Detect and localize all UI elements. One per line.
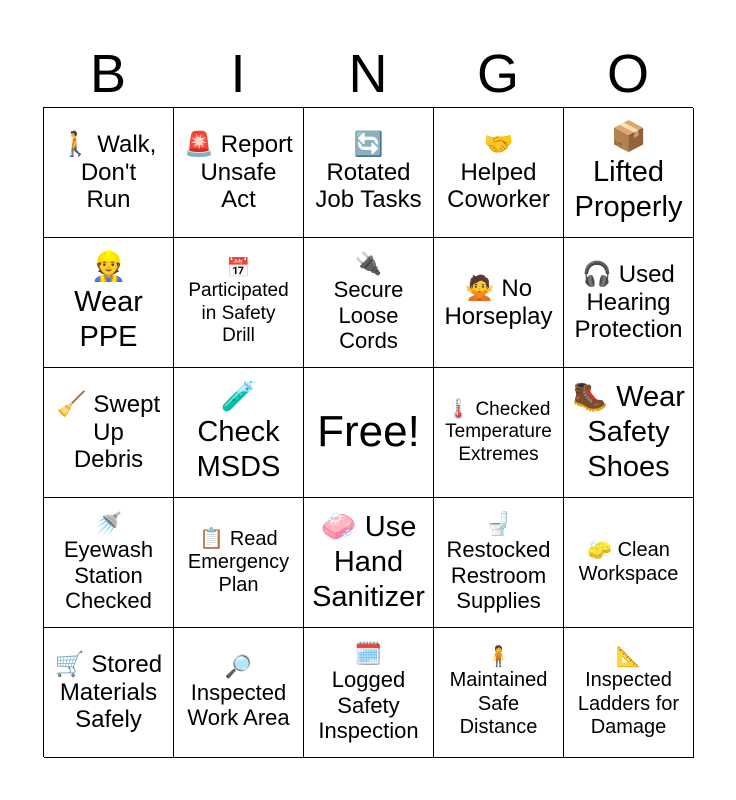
bingo-cell[interactable] — [304, 238, 434, 368]
bingo-cell[interactable] — [564, 108, 694, 238]
bingo-cell[interactable] — [434, 108, 564, 238]
bingo-cell[interactable] — [44, 498, 174, 628]
bingo-cell[interactable] — [564, 498, 694, 628]
header-letter-b: B — [89, 44, 127, 104]
bingo-cell-label: 🚿 Eyewash Station Checked — [63, 511, 154, 614]
bingo-cell-label: 🧹 Swept Up Debris — [56, 390, 161, 474]
bingo-cell[interactable] — [304, 108, 434, 238]
bingo-cell[interactable] — [434, 628, 564, 758]
bingo-cell-label: 🔎 Inspected Work Area — [187, 654, 290, 731]
bingo-cell-label: 🗓️ Logged Safety Inspection — [318, 641, 419, 744]
free-space-cell[interactable] — [304, 368, 434, 498]
bingo-cell[interactable] — [174, 108, 304, 238]
bingo-cell[interactable] — [434, 368, 564, 498]
bingo-cell-label: 📐 Inspected Ladders for Damage — [577, 646, 680, 738]
bingo-cell[interactable] — [564, 238, 694, 368]
bingo-header — [43, 40, 693, 108]
free-space-label: Free! — [317, 407, 420, 457]
bingo-cell[interactable] — [44, 108, 174, 238]
bingo-cell-label: 🙅 No Horseplay — [444, 274, 553, 330]
bingo-cell-label: 🧍 Maintained Safe Distance — [449, 646, 548, 738]
bingo-cell-label: 📋 Read Emergency Plan — [187, 527, 290, 597]
bingo-cell-label: 🛒 Stored Materials Safely — [54, 650, 163, 734]
bingo-cell[interactable] — [44, 238, 174, 368]
bingo-cell[interactable] — [174, 238, 304, 368]
bingo-cell[interactable] — [44, 628, 174, 758]
bingo-cell-label: 📦 Lifted Properly — [574, 121, 683, 223]
bingo-cell-label: 🔄 Rotated Job Tasks — [315, 130, 422, 214]
bingo-cell-label: 🌡️ Checked Temperature Extremes — [445, 399, 552, 465]
bingo-cell[interactable] — [304, 498, 434, 628]
bingo-cell[interactable] — [174, 368, 304, 498]
bingo-cell-label: 🚨 Report Unsafe Act — [184, 130, 293, 214]
bingo-board — [43, 107, 693, 757]
header-letter-i: I — [230, 44, 246, 104]
bingo-cell[interactable] — [44, 368, 174, 498]
bingo-cell-label: 🤝 Helped Coworker — [447, 130, 550, 214]
header-letter-g: G — [476, 44, 519, 104]
bingo-cell[interactable] — [174, 628, 304, 758]
bingo-cell-label: 🥾 Wear Safety Shoes — [572, 381, 685, 483]
bingo-cell-label: 📅 Participated in Safety Drill — [188, 258, 289, 346]
bingo-cell-label: 🔌 Secure Loose Cords — [333, 251, 404, 354]
bingo-cell-label: 👷 Wear PPE — [74, 251, 143, 353]
header-letter-o: O — [606, 44, 649, 104]
header-letter-n: N — [348, 44, 388, 104]
bingo-cell-label: 🧼 Use Hand Sanitizer — [312, 511, 425, 613]
bingo-cell-label: 🎧 Used Hearing Protection — [574, 260, 683, 344]
bingo-cell[interactable] — [564, 368, 694, 498]
bingo-cell-label: 🚽 Restocked Restroom Supplies — [446, 511, 551, 614]
bingo-cell[interactable] — [434, 238, 564, 368]
bingo-cell-label: 🧪 Check MSDS — [196, 381, 281, 483]
bingo-cell[interactable] — [564, 628, 694, 758]
bingo-cell[interactable] — [304, 628, 434, 758]
bingo-cell-label: 🧽 Clean Workspace — [578, 539, 679, 585]
bingo-cell[interactable] — [434, 498, 564, 628]
bingo-cell[interactable] — [174, 498, 304, 628]
bingo-cell-label: 🚶 Walk, Don't Run — [60, 130, 157, 214]
